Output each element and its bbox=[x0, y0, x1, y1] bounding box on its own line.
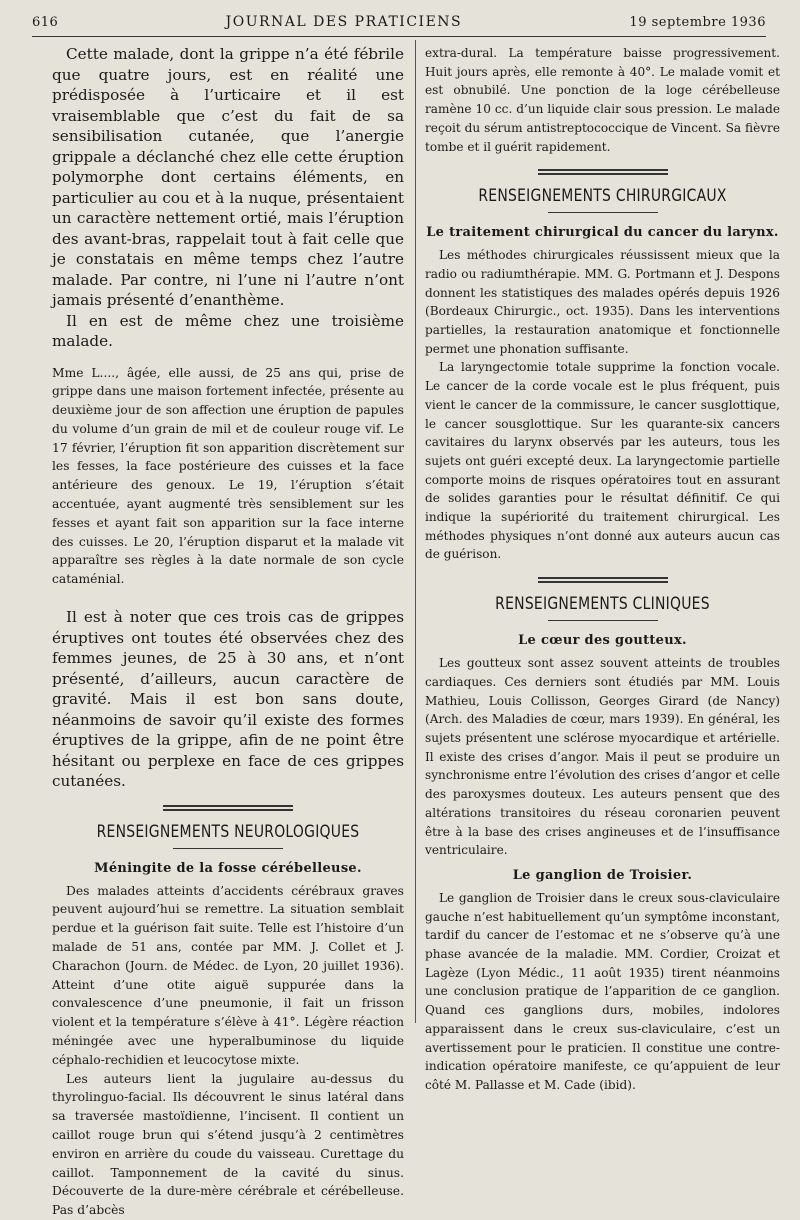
title-underline bbox=[548, 620, 658, 621]
paragraph: extra-dural. La température baisse progressivement. Huit jours après, elle remonte à 40°. Le malade vomit et est obnubilé. Une ponction de la loge cérébelleuse ramène 10 cc. d’un liquide clair sous pression. Le malade reçoit du sérum antistreptococcique de Vincent. Sa fièvre tombe et il guérit rapidement. bbox=[425, 46, 780, 154]
issue-date: 19 septembre 1936 bbox=[629, 15, 766, 30]
title-underline bbox=[173, 848, 283, 849]
page-header bbox=[32, 14, 766, 36]
case-report bbox=[52, 364, 404, 590]
journal-title: JOURNAL DES PRATICIENS bbox=[225, 14, 463, 30]
surgical-text bbox=[425, 246, 780, 564]
clinical-text-1 bbox=[425, 654, 780, 860]
section-ornament bbox=[425, 168, 780, 176]
title-underline bbox=[548, 212, 658, 213]
header-rule bbox=[32, 36, 766, 37]
right-column bbox=[425, 44, 780, 1095]
paragraph: Des malades atteints d’accidents cérébraux graves peuvent aujourd’hui se remettre. La situation semblait perdue et la guérison fait suite. Telle est l’histoire d’un malade de 51 ans, contée par MM. J. Collet et J. Charachon (Journ. de Médec. de Lyon, 20 juillet 1936). Atteint d’une otite aiguë suppurée dans la convalescence d’une pneumonie, il fait un frisson violent et la température s’élève à 41°. Légère réaction méningée avec une hyperalbuminose du liquide céphalo-rechidien et leucocytose mixte. bbox=[52, 883, 404, 1067]
paragraph: Les auteurs lient la jugulaire au-dessus du thyrolinguo-facial. Ils découvrent le sinus latéral dans sa traversée mastoïdienne, l’incisent. Il contient un caillot rouge brun qui s’étend jusqu’à 2 centimètres environ en arrière du coude du vaisseau. Curettage du caillot. Tamponnement de la cavité du sinus. Découverte de la dure-mère cérébrale et cérébelleuse. Pas d’abcès bbox=[52, 1071, 404, 1218]
section-ornament bbox=[52, 804, 404, 812]
conclusion-text bbox=[52, 607, 404, 792]
left-column bbox=[52, 44, 404, 1220]
paragraph: Il est à noter que ces trois cas de grippes éruptives ont toutes été observées chez des femmes jeunes, de 25 à 30 ans, et n’ont présenté, d’ailleurs, aucun caractère de gravité. Mais il est bon sans doute, néanmoins de savoir qu’il existe des formes éruptives de la grippe, afin de ne point être hésitant ou perplexe en face de ces grippes cutanées. bbox=[52, 608, 404, 791]
paragraph: Mme L...., âgée, elle aussi, de 25 ans qui, prise de grippe dans une maison fortement infectée, présente au deuxième jour de son affection une éruption de papules du volume d’un grain de mil et de couleur rouge vif. Le 17 février, l’éruption fit son apparition discrètement sur les fesses, la face postérieure des cuisses et la face antérieure des genoux. Le 19, l’éruption s’était accentuée, ayant augmenté très sensiblement sur les fesses et ayant fait son apparition sur la face interne des cuisses. Le 20, l’éruption disparut et la malade vit apparaître ses règles à la date normale de son cycle cataménial. bbox=[52, 365, 404, 587]
subsection-title: Le traitement chirurgical du cancer du larynx. bbox=[426, 225, 779, 241]
clinical-text-2 bbox=[425, 889, 780, 1095]
paragraph: Les méthodes chirurgicales réussissent mieux que la radio ou radiumthérapie. MM. G. Portmann et J. Despons donnent les statistiques des malades opérés depuis 1926 (Bordeaux Chirurgic., oct. 1935). Dans les interventions partielles, la restauration anatomique et fonctionnelle permet une phonation suffisante. bbox=[425, 248, 780, 356]
neuro-text bbox=[52, 882, 404, 1220]
paragraph: Le ganglion de Troisier dans le creux sous-claviculaire gauche n’est habituellement qu’un symptôme inconstant, tardif du cancer de l’estomac et ne s’observe qu’à une phase avancée de la maladie. MM. Cordier, Croizat et Lagèze (Lyon Médic., 11 août 1935) tirent néanmoins une conclusion pratique de l’apparition de ce ganglion. Quand ces ganglions durs, mobiles, indolores apparaissent dans le creux sus-claviculaire, c’est un avertissement pour le praticien. Il constitue une contre-indication opératoire manifeste, ce qu’appuient de leur côté M. Pallasse et M. Cade (ibid). bbox=[425, 890, 780, 1092]
continuation-text bbox=[425, 44, 780, 156]
section-title-cliniques: RENSEIGNEMENTS CLINIQUES bbox=[495, 594, 710, 615]
subsection-title: Le ganglion de Troisier. bbox=[512, 867, 693, 883]
subsection-title: Le cœur des goutteux. bbox=[518, 633, 687, 649]
intro-text bbox=[52, 44, 404, 352]
section-title-chirurgicaux: RENSEIGNEMENTS CHIRURGICAUX bbox=[478, 186, 727, 207]
column-divider bbox=[415, 40, 416, 1023]
subsection-title: Méningite de la fosse cérébelleuse. bbox=[94, 860, 362, 876]
paragraph: Cette malade, dont la grippe n’a été fébrile que quatre jours, est en réalité une prédisposée à l’urticaire et il est vraisemblable que c’est du fait de sa sensibilisation cutanée, que l’anergie grippale a déclanché chez elle cette éruption polymorphe dont certains éléments, en particulier au cou et à la nuque, présentaient un caractère nettement ortié, mais l’éruption des avant-bras, rappelait tout à fait celle que je constatais en même temps chez l’autre malade. Par contre, ni l’une ni l’autre n’ont jamais présenté d’enanthème. bbox=[52, 45, 404, 309]
section-title-neurologiques: RENSEIGNEMENTS NEUROLOGIQUES bbox=[96, 821, 360, 842]
section-ornament bbox=[425, 576, 780, 584]
paragraph: Les goutteux sont assez souvent atteints de troubles cardiaques. Ces derniers sont étudiés par MM. Louis Mathieu, Louis Collisson, Georges Girard (de Nancy) (Arch. des Maladies de cœur, mars 1939). En général, les sujets présentent une sclérose myocardique et artérielle. Il existe des crises d’angor. Mais il peut se produire un synchronisme entre l’évolution des crises d’angor et celle des paroxysmes douteux. Les auteurs pensent que des altérations transitoires du réseau coronarien peuvent être à la base des crises angineuses et de l’insuffisance ventriculaire. bbox=[425, 656, 780, 858]
page-number: 616 bbox=[32, 15, 59, 30]
paragraph: La laryngectomie totale supprime la fonction vocale. Le cancer de la corde vocale est le plus fréquent, puis vient le cancer de la commissure, le cancer susglottique, le cancer sousglottique. Sur les quarante-six cancers cavitaires du larynx observés par les auteurs, tous les sujets ont guéri excepté deux. La laryngectomie partielle comporte moins de risques opératoires tout en assurant de solides garanties pour le résultat définitif. Ce qui indique la supériorité du traitement chirurgical. Les méthodes physiques n’ont donné aux auteurs aucun cas de guérison. bbox=[425, 360, 780, 562]
paragraph: Il en est de même chez une troisième malade. bbox=[52, 311, 404, 350]
